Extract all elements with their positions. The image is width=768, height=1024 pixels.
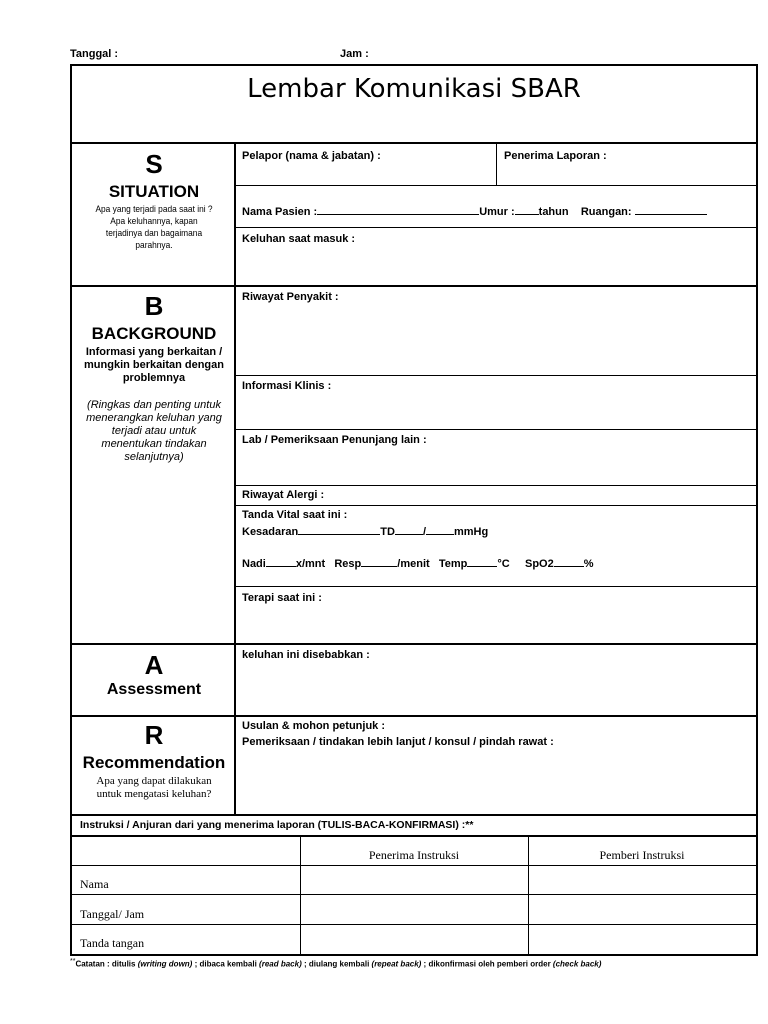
background-row-divider-2 [235, 429, 757, 430]
recommendation-line-2: Pemeriksaan / tindakan lebih lanjut / konsul / pindah rawat : [242, 736, 554, 748]
age-unit: tahun [538, 206, 569, 218]
spo2-label: SpO2 [525, 558, 554, 570]
footnote-em-4: (check back) [552, 959, 602, 969]
vitals-label: Tanda Vital saat ini : [242, 509, 348, 521]
recommendation-title: Recommendation [82, 753, 226, 772]
resp-field[interactable] [361, 557, 397, 567]
table-row-label-name: Nama [80, 877, 109, 891]
footnote-em-2: (read back) [259, 959, 302, 969]
temp-label: Temp [438, 558, 468, 570]
background-row-divider-1 [235, 375, 757, 376]
temp-field[interactable] [467, 557, 497, 567]
background-row-divider-4 [235, 505, 757, 506]
receiver-datetime-cell[interactable] [301, 895, 528, 924]
room-label: Ruangan: [580, 206, 632, 218]
footnote-mark: ** [70, 958, 76, 965]
footnote [70, 958, 601, 969]
situation-title: SITUATION [108, 182, 200, 201]
spo2-unit: % [583, 558, 594, 570]
footnote-text-3: ; diulang kembali [301, 959, 372, 969]
footnote-em-1: (writing down) [137, 959, 193, 969]
divider-assessment [72, 715, 756, 717]
situation-letter: S [145, 149, 163, 179]
age-label: Umur : [479, 206, 515, 218]
receiver-label: Penerima Laporan : [504, 150, 607, 162]
table-row-label-signature: Tanda tangan [80, 936, 145, 950]
footnote-text-1: Catatan : ditulis [75, 959, 138, 969]
recommendation-desc-1: Apa yang dapat dilakukan [96, 775, 212, 787]
background-italic-5: selanjutnya) [124, 451, 184, 463]
spo2-field[interactable] [554, 557, 584, 567]
history-label: Riwayat Penyakit : [242, 291, 339, 303]
td-systolic-field[interactable] [395, 525, 423, 535]
instructions-divider [72, 835, 756, 837]
patient-name-field[interactable] [317, 205, 479, 215]
cause-label: keluhan ini disebabkan : [242, 649, 370, 661]
giver-datetime-cell[interactable] [529, 895, 756, 924]
clinical-info-label: Informasi Klinis : [242, 380, 332, 392]
resp-unit: /menit [397, 558, 430, 570]
divider-recommendation [72, 814, 756, 816]
age-field[interactable] [515, 205, 539, 215]
situation-desc-4: parahnya. [135, 240, 173, 251]
situation-label-block [72, 150, 236, 252]
recommendation-letter: R [144, 720, 164, 750]
td-diastolic-field[interactable] [426, 525, 454, 535]
pulse-field[interactable] [266, 557, 296, 567]
reporter-receiver-divider [496, 143, 497, 185]
td-slash: / [422, 526, 426, 538]
patient-info-row[interactable] [242, 205, 707, 218]
table-header-giver: Pemberi Instruksi [599, 848, 685, 862]
lab-label: Lab / Pemeriksaan Penunjang lain : [242, 434, 427, 446]
td-label: TD [380, 526, 395, 538]
receiver-name-cell[interactable] [301, 866, 528, 894]
divider-title [72, 142, 756, 144]
background-bold-3: problemnya [122, 372, 186, 384]
background-label-block [72, 292, 236, 464]
background-italic-3: terjadi atau untuk [111, 425, 197, 437]
form-title: Lembar Komunikasi SBAR [247, 74, 581, 104]
recommendation-label-block [72, 721, 236, 801]
assessment-label-block [72, 651, 236, 699]
background-letter: B [144, 291, 164, 321]
reporter-label: Pelapor (nama & jabatan) : [242, 150, 381, 162]
temp-unit: °C [497, 558, 510, 570]
consciousness-label: Kesadaran [242, 526, 299, 538]
situation-desc-2: Apa keluhannya, kapan [110, 216, 198, 227]
assessment-letter: A [144, 650, 164, 680]
time-label: Jam : [340, 48, 369, 60]
assessment-title: Assessment [106, 681, 202, 698]
allergy-label: Riwayat Alergi : [242, 489, 325, 501]
background-row-divider-5 [235, 586, 757, 587]
therapy-label: Terapi saat ini : [242, 592, 322, 604]
consciousness-field[interactable] [298, 525, 380, 535]
pulse-label: Nadi [242, 558, 266, 570]
background-italic-2: menerangkan keluhan yang [86, 412, 222, 424]
table-row-label-datetime: Tanggal/ Jam [80, 907, 145, 921]
resp-label: Resp [334, 558, 362, 570]
situation-row-divider-2 [235, 227, 757, 228]
recommendation-line-1: Usulan & mohon petunjuk : [242, 720, 385, 732]
sbar-form [70, 64, 758, 956]
receiver-signature-cell[interactable] [301, 925, 528, 954]
situation-desc-3: terjadinya dan bagaimana [105, 228, 203, 239]
situation-row-divider-1 [235, 185, 757, 186]
background-bold-2: mungkin berkaitan dengan [84, 359, 224, 371]
footnote-text-2: ; dibaca kembali [192, 959, 260, 969]
instructions-label: Instruksi / Anjuran dari yang menerima laporan (TULIS-BACA-KONFIRMASI) :** [80, 819, 474, 831]
mmhg-unit: mmHg [454, 526, 489, 538]
pulse-unit: x/mnt [295, 558, 326, 570]
giver-signature-cell[interactable] [529, 925, 756, 954]
background-italic-4: menentukan tindakan [101, 438, 207, 450]
table-header-receiver: Penerima Instruksi [368, 848, 460, 862]
divider-situation [72, 285, 756, 287]
background-bold-1: Informasi yang berkaitan / [85, 346, 223, 358]
background-italic-1: (Ringkas dan penting untuk [87, 399, 221, 411]
patient-name-label: Nama Pasien : [242, 206, 318, 218]
background-title: BACKGROUND [91, 324, 217, 343]
vitals-row-1[interactable] [242, 525, 488, 538]
background-row-divider-3 [235, 485, 757, 486]
divider-background [72, 643, 756, 645]
room-field[interactable] [635, 205, 707, 215]
footnote-em-3: (repeat back) [371, 959, 422, 969]
vitals-row-2[interactable] [242, 557, 594, 570]
footnote-text-4: ; dikonfirmasi oleh pemberi order [421, 959, 553, 969]
situation-desc-1: Apa yang terjadi pada saat ini ? [95, 204, 213, 215]
complaint-label: Keluhan saat masuk : [242, 233, 356, 245]
recommendation-desc-2: untuk mengatasi keluhan? [96, 788, 212, 800]
giver-name-cell[interactable] [529, 866, 756, 894]
date-label: Tanggal : [70, 48, 119, 60]
